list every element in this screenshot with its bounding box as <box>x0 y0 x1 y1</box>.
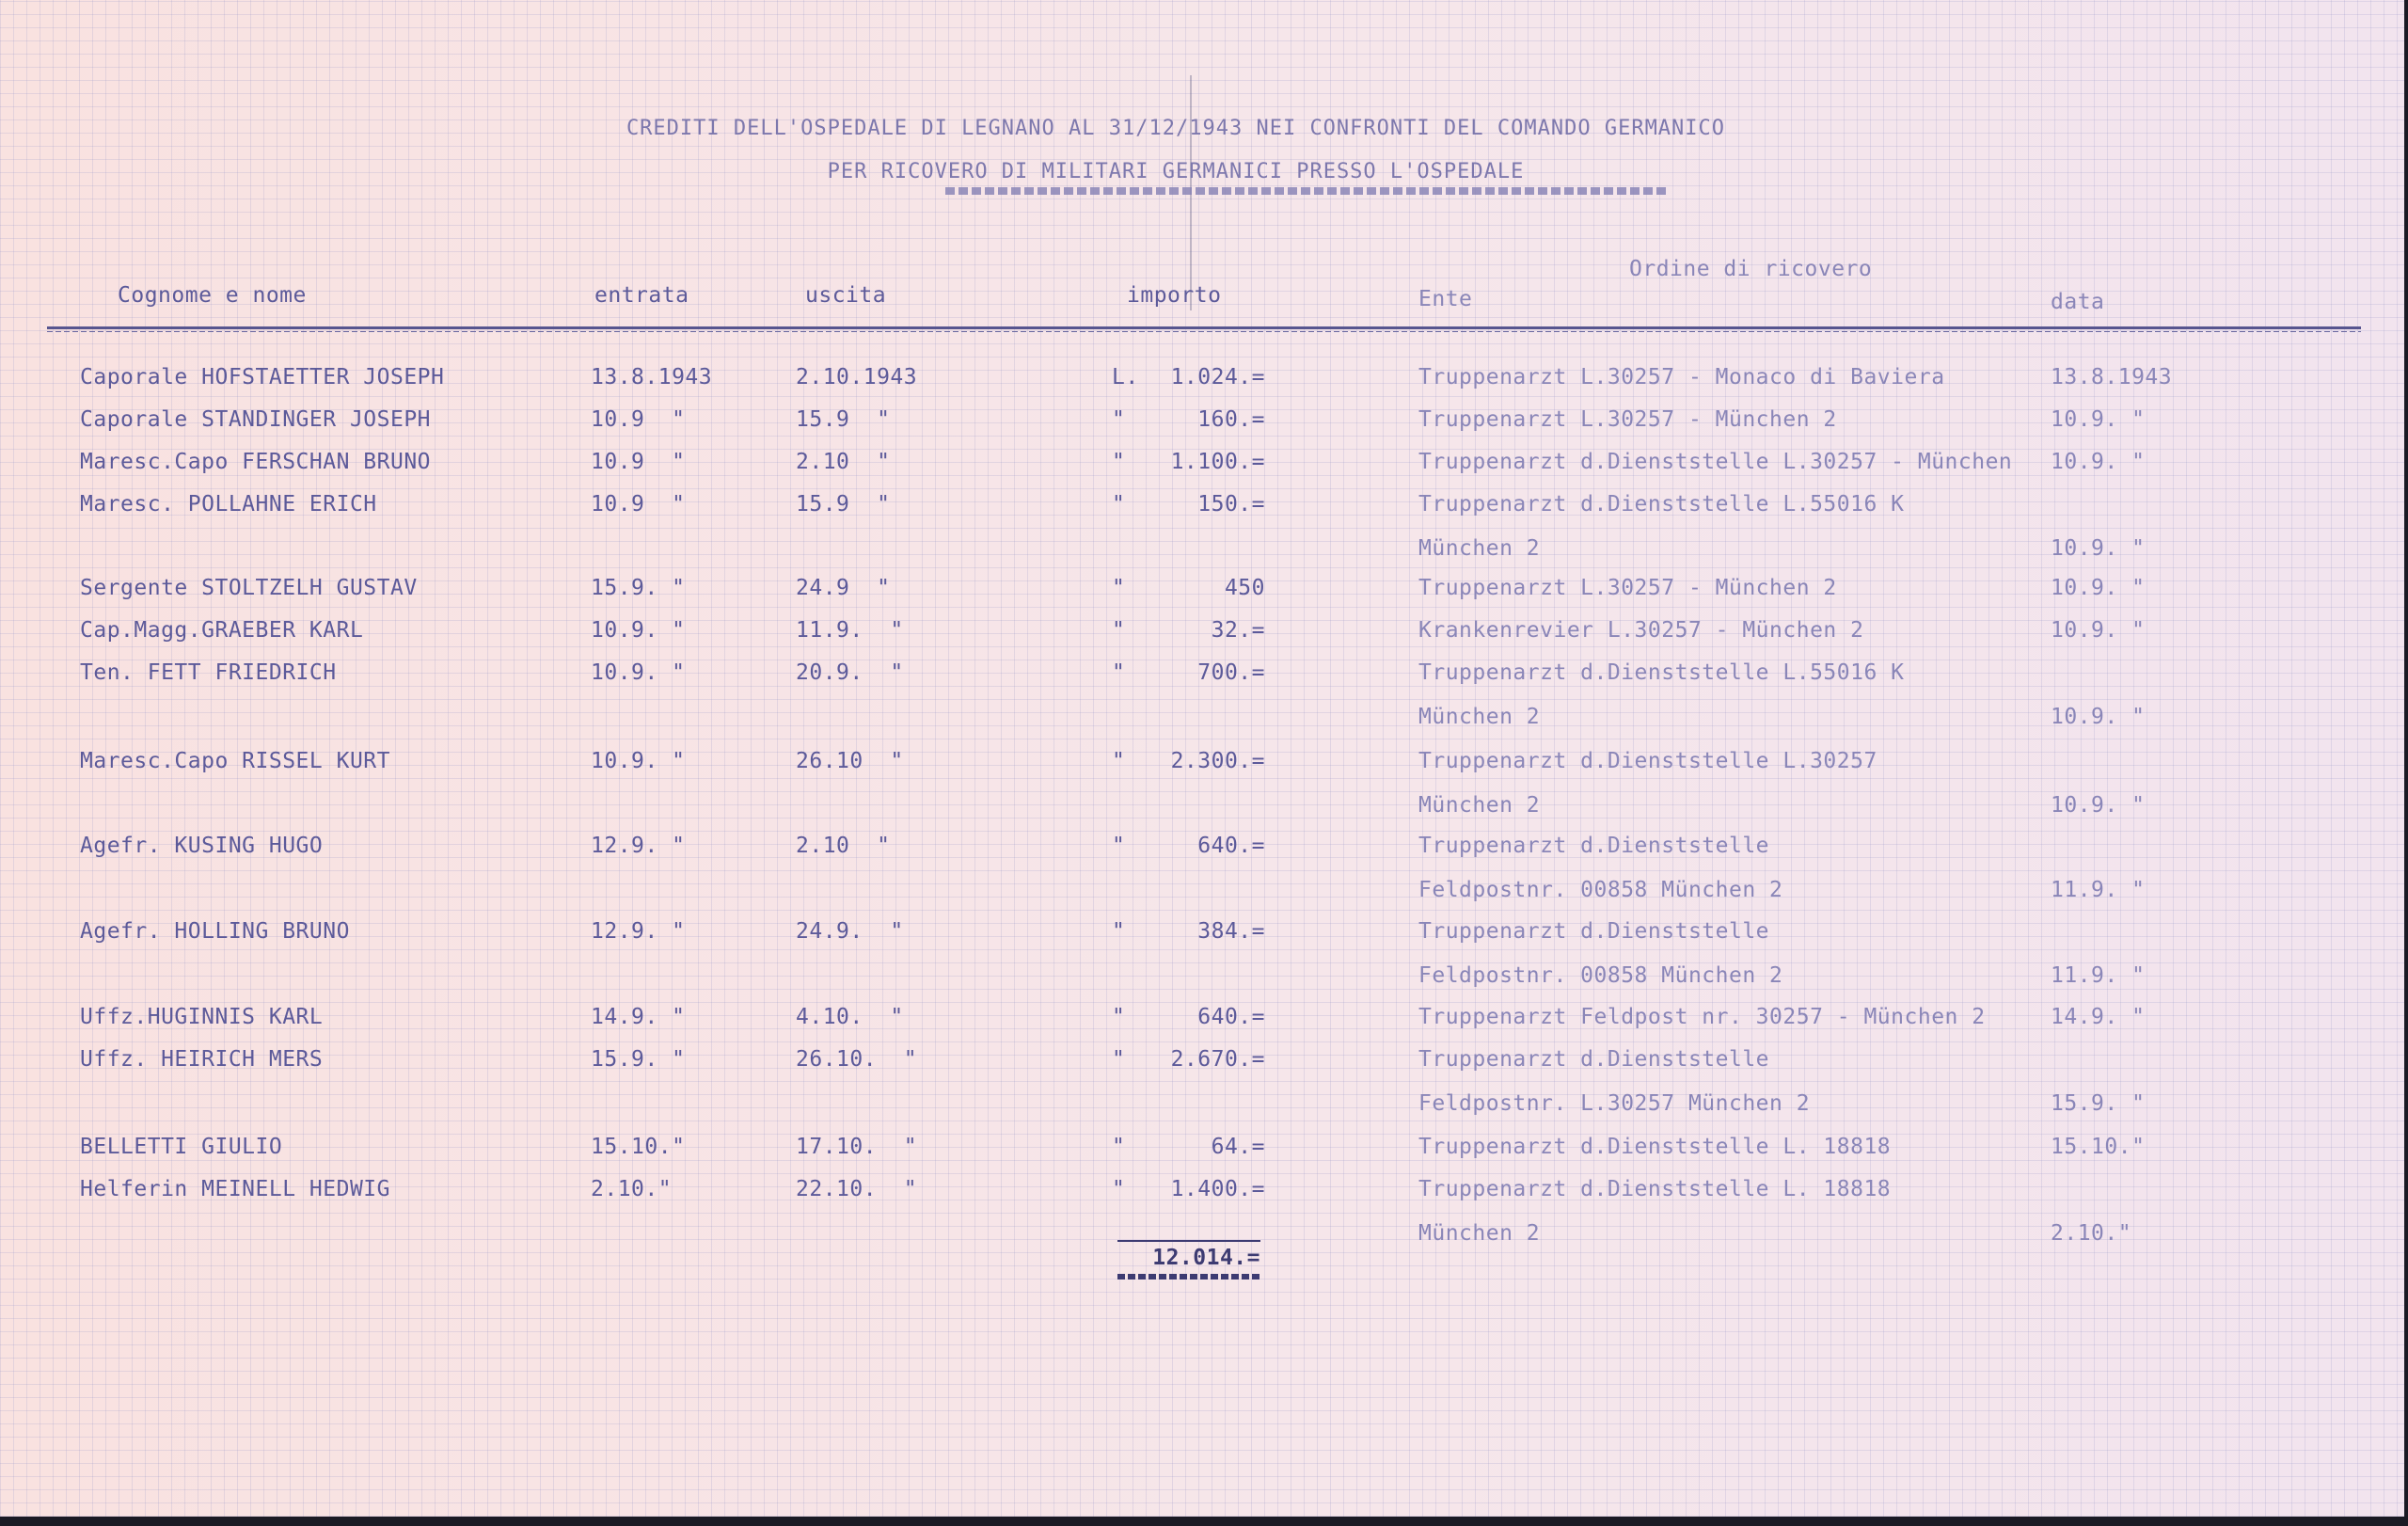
row-importo: 640.= <box>1197 1005 1265 1029</box>
row-name: Caporale HOFSTAETTER JOSEPH <box>80 365 445 389</box>
document-subtitle: PER RICOVERO DI MILITARI GERMANICI PRESSO L'OSPEDALE <box>827 160 1525 183</box>
row-uscita: 22.10. " <box>796 1177 918 1201</box>
row-entrata: 14.9. " <box>591 1005 686 1029</box>
row-ente-line: Truppenarzt d.Dienststelle L.30257 - München <box>1418 450 2013 474</box>
row-entrata: 13.8.1943 <box>591 365 713 389</box>
row-ente-line: München 2 <box>1418 1221 1541 1246</box>
row-entrata: 10.9 " <box>591 407 686 432</box>
header-rule <box>47 326 2361 329</box>
row-data: 13.8.1943 <box>2051 365 2173 389</box>
row-ditto-mark: " <box>1112 618 1126 643</box>
row-importo: 384.= <box>1197 919 1265 944</box>
row-ente-line: Truppenarzt Feldpost nr. 30257 - München 2 <box>1418 1005 1986 1029</box>
row-ditto-mark: " <box>1112 407 1126 432</box>
row-ente-line: Truppenarzt d.Dienststelle <box>1418 919 1770 944</box>
row-name: Caporale STANDINGER JOSEPH <box>80 407 432 432</box>
row-entrata: 10.9 " <box>591 450 686 474</box>
row-importo: 700.= <box>1197 660 1265 685</box>
row-ente-line: Truppenarzt L.30257 - München 2 <box>1418 407 1837 432</box>
row-ente-line: Truppenarzt d.Dienststelle L.55016 K <box>1418 660 1905 685</box>
row-importo: 64.= <box>1211 1135 1265 1159</box>
row-ditto-mark: " <box>1112 834 1126 858</box>
row-uscita: 2.10 " <box>796 834 891 858</box>
header-rule-dashed <box>47 331 2361 332</box>
row-importo: 150.= <box>1197 492 1265 517</box>
row-name: Agefr. KUSING HUGO <box>80 834 324 858</box>
row-uscita: 26.10. " <box>796 1047 918 1072</box>
row-uscita: 17.10. " <box>796 1135 918 1159</box>
row-importo: 2.300.= <box>1170 749 1265 773</box>
subtitle-underline <box>945 187 1670 195</box>
row-ente-line: Truppenarzt d.Dienststelle L.55016 K <box>1418 492 1905 517</box>
row-data: 10.9. " <box>2051 536 2146 561</box>
row-importo: 1.100.= <box>1170 450 1265 474</box>
row-entrata: 2.10." <box>591 1177 673 1201</box>
row-entrata: 15.9. " <box>591 576 686 600</box>
row-data: 15.10." <box>2051 1135 2146 1159</box>
row-name: Agefr. HOLLING BRUNO <box>80 919 350 944</box>
row-name: Uffz. HEIRICH MERS <box>80 1047 324 1072</box>
row-data: 10.9. " <box>2051 618 2146 643</box>
header-importo: importo <box>1127 283 1222 308</box>
row-name: Cap.Magg.GRAEBER KARL <box>80 618 364 643</box>
row-name: Uffz.HUGINNIS KARL <box>80 1005 324 1029</box>
row-ditto-mark: " <box>1112 660 1126 685</box>
row-ditto-mark: " <box>1112 749 1126 773</box>
row-data: 10.9. " <box>2051 793 2146 818</box>
row-ente-line: Truppenarzt d.Dienststelle L. 18818 <box>1418 1135 1892 1159</box>
row-ditto-mark: L. <box>1112 365 1139 389</box>
row-name: Maresc.Capo FERSCHAN BRUNO <box>80 450 432 474</box>
row-entrata: 15.10." <box>591 1135 686 1159</box>
row-entrata: 10.9 " <box>591 492 686 517</box>
row-ente-line: Truppenarzt d.Dienststelle L. 18818 <box>1418 1177 1892 1201</box>
header-uscita: uscita <box>805 283 887 308</box>
row-uscita: 24.9. " <box>796 919 904 944</box>
row-ente-line: Feldpostnr. 00858 München 2 <box>1418 878 1783 902</box>
row-importo: 640.= <box>1197 834 1265 858</box>
row-ditto-mark: " <box>1112 450 1126 474</box>
row-importo: 160.= <box>1197 407 1265 432</box>
row-entrata: 12.9. " <box>591 919 686 944</box>
row-name: Ten. FETT FRIEDRICH <box>80 660 337 685</box>
row-data: 14.9. " <box>2051 1005 2146 1029</box>
row-entrata: 15.9. " <box>591 1047 686 1072</box>
header-ordine: Ordine di ricovero <box>1629 257 1873 281</box>
row-ente-line: Truppenarzt d.Dienststelle <box>1418 834 1770 858</box>
row-ditto-mark: " <box>1112 1047 1126 1072</box>
row-data: 10.9. " <box>2051 450 2146 474</box>
row-ente-line: Truppenarzt d.Dienststelle L.30257 <box>1418 749 1877 773</box>
row-ditto-mark: " <box>1112 1135 1126 1159</box>
row-data: 10.9. " <box>2051 705 2146 729</box>
document-title: CREDITI DELL'OSPEDALE DI LEGNANO AL 31/12/1943 NEI CONFRONTI DEL COMANDO GERMANICO <box>626 117 1726 140</box>
row-name: Sergente STOLTZELH GUSTAV <box>80 576 418 600</box>
row-ditto-mark: " <box>1112 492 1126 517</box>
header-name: Cognome e nome <box>118 283 307 308</box>
row-uscita: 26.10 " <box>796 749 904 773</box>
row-entrata: 10.9. " <box>591 618 686 643</box>
row-uscita: 20.9. " <box>796 660 904 685</box>
row-name: Maresc. POLLAHNE ERICH <box>80 492 377 517</box>
row-name: BELLETTI GIULIO <box>80 1135 283 1159</box>
row-importo: 1.400.= <box>1170 1177 1265 1201</box>
row-ente-line: Truppenarzt d.Dienststelle <box>1418 1047 1770 1072</box>
row-importo: 450 <box>1224 576 1265 600</box>
row-ente-line: München 2 <box>1418 705 1541 729</box>
row-ente-line: Krankenrevier L.30257 - München 2 <box>1418 618 1864 643</box>
total-rule <box>1117 1240 1260 1242</box>
row-name: Helferin MEINELL HEDWIG <box>80 1177 390 1201</box>
row-uscita: 2.10.1943 <box>796 365 918 389</box>
row-importo: 2.670.= <box>1170 1047 1265 1072</box>
row-ente-line: München 2 <box>1418 793 1541 818</box>
row-name: Maresc.Capo RISSEL KURT <box>80 749 390 773</box>
row-ditto-mark: " <box>1112 576 1126 600</box>
row-data: 11.9. " <box>2051 878 2146 902</box>
row-data: 2.10." <box>2051 1221 2132 1246</box>
row-entrata: 10.9. " <box>591 749 686 773</box>
row-importo: 32.= <box>1211 618 1265 643</box>
row-ente-line: Truppenarzt L.30257 - München 2 <box>1418 576 1837 600</box>
row-entrata: 12.9. " <box>591 834 686 858</box>
row-ente-line: Feldpostnr. 00858 München 2 <box>1418 963 1783 988</box>
header-data: data <box>2051 290 2105 314</box>
row-uscita: 24.9 " <box>796 576 891 600</box>
row-uscita: 2.10 " <box>796 450 891 474</box>
row-ente-line: München 2 <box>1418 536 1541 561</box>
row-ente-line: Feldpostnr. L.30257 München 2 <box>1418 1091 1811 1116</box>
row-data: 10.9. " <box>2051 576 2146 600</box>
total-amount: 12.014.= <box>1152 1246 1260 1270</box>
row-uscita: 15.9 " <box>796 407 891 432</box>
row-uscita: 4.10. " <box>796 1005 904 1029</box>
row-ditto-mark: " <box>1112 1005 1126 1029</box>
row-ditto-mark: " <box>1112 1177 1126 1201</box>
row-ente-line: Truppenarzt L.30257 - Monaco di Baviera <box>1418 365 1945 389</box>
row-data: 11.9. " <box>2051 963 2146 988</box>
header-entrata: entrata <box>594 283 689 308</box>
row-data: 10.9. " <box>2051 407 2146 432</box>
row-uscita: 15.9 " <box>796 492 891 517</box>
row-uscita: 11.9. " <box>796 618 904 643</box>
row-entrata: 10.9. " <box>591 660 686 685</box>
row-importo: 1.024.= <box>1170 365 1265 389</box>
header-ente: Ente <box>1418 287 1473 311</box>
total-double-rule <box>1117 1274 1260 1280</box>
row-ditto-mark: " <box>1112 919 1126 944</box>
row-data: 15.9. " <box>2051 1091 2146 1116</box>
